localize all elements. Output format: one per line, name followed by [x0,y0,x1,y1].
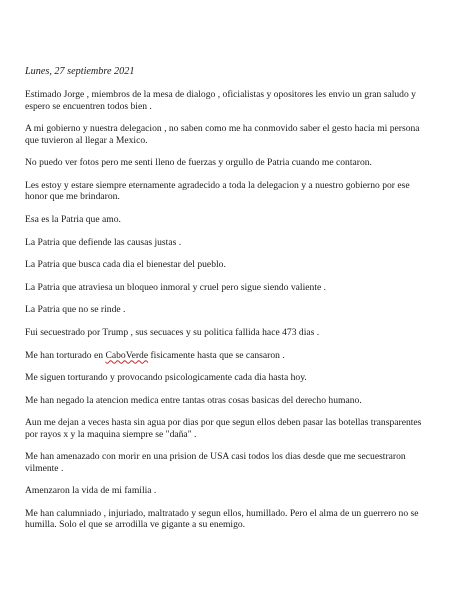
paragraph-patria-bloqueo: La Patria que atraviesa un bloqueo inmoral y cruel pero sigue siendo valiente . [25,281,327,293]
paragraph-caboverde: Me han torturado en CaboVerde fisicamente hasta que se cansaron . [25,349,285,361]
paragraph-patria-bienestar: La Patria que busca cada dia el bienestar del pueblo. [25,259,226,271]
paragraph-patria-no-rinde: La Patria que no se rinde . [25,304,126,316]
letter-body [25,66,427,542]
paragraph-secuestrado: Fui secuestrado por Trump , sus secuaces y su politica fallida hace 473 dias . [25,326,320,338]
paragraph-gratitude: Les estoy y estare siempre eternamente agradecido a toda la delegacion y a nuestro gobierno por ese honor que me brindaron. [25,180,410,203]
paragraph-atencion-medica: Me han negado la atencion medica entre tantas otras cosas basicas del derecho humano. [25,394,362,406]
paragraph-government: A mi gobierno y nuestra delegacion , no saben como me ha conmovido saber el gesto hacia mi persona que tuvieron al llegar a Mexico. [25,123,420,146]
spellcheck-underline: CaboVerde [105,349,149,361]
letter-date: Lunes, 27 septiembre 2021 [25,66,135,77]
paragraph-guerrero: Me han calumniado , injuriado, maltratado y segun ellos, humillado. Pero el alma de un guerrero no se humilla. Solo el que se arrodilla ve gigante a su enemigo. [25,507,419,531]
paragraph-photos: No puedo ver fotos pero me senti lleno de fuerzas y orgullo de Patria cuando me contaron. [25,157,372,169]
paragraph-amenazas: Me han amenazado con morir en una prision de USA casi todos los dias desde que me secuestraron vilmente . [25,451,406,474]
paragraph-agua: Aun me dejan a veces hasta sin agua por dias por que segun ellos deben pasar las botellas transparentes por rayos x y la maquina siempre se "daña" . [25,417,422,440]
paragraph-tortura-psico: Me siguen torturando y provocando psicologicamente cada dia hasta hoy. [25,372,307,384]
paragraph-greeting: Estimado Jorge , miembros de la mesa de dialogo , oficialistas y opositores les envio un gran saludo y espero se encuentren todos bien . [25,89,416,112]
paragraph-patria-amo: Esa es la Patria que amo. [25,214,121,225]
paragraph-patria-causas: La Patria que defiende las causas justas . [25,236,182,248]
paragraph-familia: Amenzaron la vida de mi familia . [25,485,157,497]
